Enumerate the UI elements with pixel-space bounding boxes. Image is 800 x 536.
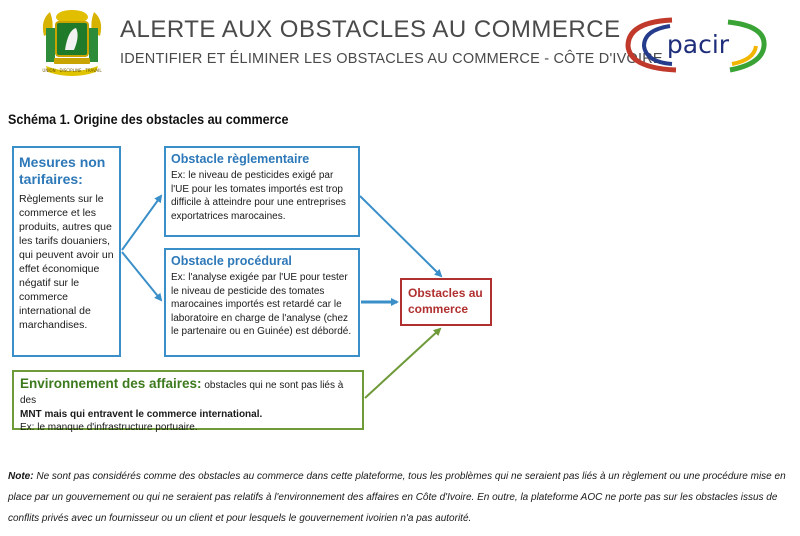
environnement-line-1 xyxy=(20,376,356,408)
procedural-heading: Obstacle procédural xyxy=(171,254,292,268)
environnement-text-1: obstacles qui ne sont pas liés à des xyxy=(20,380,344,406)
mnt-text: Règlements sur le commerce et les produits, autres que les tarifs douaniers, qui peuvent avoir un effet économique négatif sur le commerce international de marchandises. xyxy=(19,193,114,331)
mnt-heading: Mesures non tarifaires: xyxy=(19,154,106,187)
environnement-text-2: MNT mais qui entravent le commerce international. xyxy=(20,409,263,420)
result-label: Obstacles au commerce xyxy=(408,286,483,316)
environnement-heading: Environnement des affaires: xyxy=(20,376,202,391)
app-subtitle: IDENTIFIER ET ÉLIMINER LES OBSTACLES AU COMMERCE - CÔTE D'IVOIRE xyxy=(120,51,663,67)
reglementaire-text: Ex: le niveau de pesticides exigé par l'UE pour les tomates importés est trop difficile à atteindre pour une entreprises exportatrices marocaines. xyxy=(171,170,346,222)
svg-text:pacir: pacir xyxy=(666,30,730,59)
arrow-mnt-to-procedural xyxy=(122,252,161,300)
coat-of-arms-icon xyxy=(36,6,108,76)
footnote-label: Note: xyxy=(8,471,34,482)
mnt-box xyxy=(12,146,121,357)
arrow-mnt-to-reglementaire xyxy=(122,196,161,250)
procedural-box xyxy=(164,248,360,357)
schema-title: Schéma 1. Origine des obstacles au commerce xyxy=(8,112,289,127)
svg-text:UNION · DISCIPLINE · TRAVAIL: UNION · DISCIPLINE · TRAVAIL xyxy=(42,68,102,73)
footnote xyxy=(8,466,796,529)
environnement-box xyxy=(12,370,364,433)
footnote-text: Ne sont pas considérés comme des obstacles au commerce dans cette plateforme, tous les problèmes qui ne seraient pas liés à un règlement ou une procédure mise en place par un gouvernement ou qui ne seraient pas relatifs à l'environnement des affaires en Côte d'Ivoire. En outre, la plateforme AOC ne porte pas sur les obstacles issus de conflits privés avec un fournisseur ou un client et pour lesquels le gouvernement ivoirien n'a pas autorité. xyxy=(8,471,786,524)
result-box xyxy=(400,278,492,326)
arrow-environnement-to-result xyxy=(365,329,440,398)
arrow-reglementaire-to-result xyxy=(360,196,441,276)
procedural-text: Ex: l'analyse exigée par l'UE pour tester le niveau de pesticide des tomates marocaines importés est retardé car le laboratoire en charge de l'analyse (chez le partenaire ou en Guinée) est débordé. xyxy=(171,272,352,337)
reglementaire-heading: Obstacle règlementaire xyxy=(171,152,310,166)
environnement-example: Ex: le manque d'infrastructure portuaire. xyxy=(20,422,198,433)
pacir-logo xyxy=(620,12,772,76)
reglementaire-box xyxy=(164,146,360,237)
app-title: ALERTE AUX OBSTACLES AU COMMERCE xyxy=(120,16,621,43)
